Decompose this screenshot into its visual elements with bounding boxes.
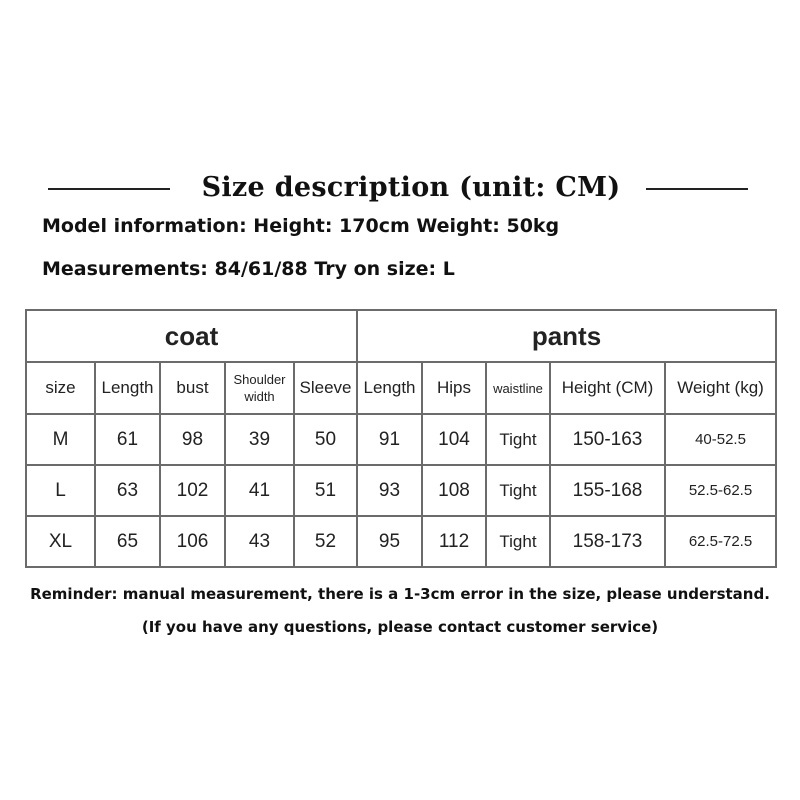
cell-hips: 112	[422, 516, 486, 567]
cell-size: M	[26, 414, 95, 465]
column-header-bust: bust	[160, 362, 225, 414]
cell-size: XL	[26, 516, 95, 567]
table-group-header-row	[26, 310, 776, 362]
cell-length: 65	[95, 516, 160, 567]
cell-shoulder-width: 43	[225, 516, 294, 567]
cell-bust: 106	[160, 516, 225, 567]
pants-group-header: pants	[357, 310, 776, 362]
column-header-shoulder-width: Shoulder width	[225, 362, 294, 414]
cell-weight: 52.5-62.5	[665, 465, 776, 516]
cell-hips: 104	[422, 414, 486, 465]
title-row	[0, 168, 800, 208]
table-row	[26, 465, 776, 516]
table-row	[26, 414, 776, 465]
coat-group-header: coat	[26, 310, 357, 362]
column-header-sleeve: Sleeve	[294, 362, 357, 414]
cell-bust: 98	[160, 414, 225, 465]
table-row	[26, 516, 776, 567]
cell-weight: 40-52.5	[665, 414, 776, 465]
cell-sleeve: 52	[294, 516, 357, 567]
cell-length: 61	[95, 414, 160, 465]
cell-waistline: Tight	[486, 414, 550, 465]
cell-sleeve: 51	[294, 465, 357, 516]
table-column-header-row	[26, 362, 776, 414]
size-table	[25, 309, 777, 568]
column-header-pants-length: Length	[357, 362, 422, 414]
cell-weight: 62.5-72.5	[665, 516, 776, 567]
column-header-waistline: waistline	[486, 362, 550, 414]
column-header-size: size	[26, 362, 95, 414]
model-measurements: Measurements: 84/61/88 Try on size: L	[42, 258, 455, 280]
cell-sleeve: 50	[294, 414, 357, 465]
title-divider-right	[646, 188, 748, 190]
cell-waistline: Tight	[486, 516, 550, 567]
page-title: Size description (unit: CM)	[201, 172, 621, 203]
cell-height: 158-173	[550, 516, 665, 567]
model-information: Model information: Height: 170cm Weight: 50kg	[42, 215, 560, 237]
contact-note: (If you have any questions, please contact customer service)	[141, 618, 659, 636]
cell-length: 63	[95, 465, 160, 516]
column-header-weight: Weight (kg)	[665, 362, 776, 414]
cell-shoulder-width: 39	[225, 414, 294, 465]
cell-pants-length: 93	[357, 465, 422, 516]
cell-hips: 108	[422, 465, 486, 516]
cell-pants-length: 91	[357, 414, 422, 465]
title-divider-left	[48, 188, 170, 190]
cell-height: 155-168	[550, 465, 665, 516]
column-header-hips: Hips	[422, 362, 486, 414]
column-header-height: Height (CM)	[550, 362, 665, 414]
cell-height: 150-163	[550, 414, 665, 465]
cell-bust: 102	[160, 465, 225, 516]
cell-waistline: Tight	[486, 465, 550, 516]
cell-pants-length: 95	[357, 516, 422, 567]
column-header-length: Length	[95, 362, 160, 414]
reminder-note: Reminder: manual measurement, there is a 1-3cm error in the size, please understand.	[30, 585, 770, 603]
cell-size: L	[26, 465, 95, 516]
cell-shoulder-width: 41	[225, 465, 294, 516]
